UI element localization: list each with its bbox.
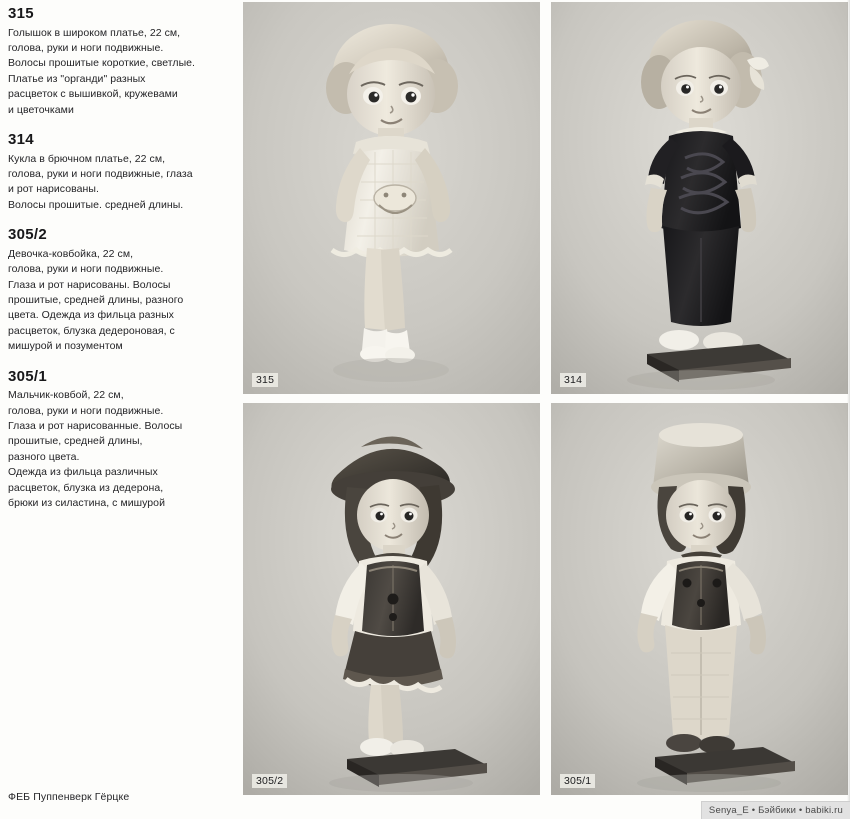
entry-line: Мальчик-ковбой, 22 см, [8, 389, 124, 402]
doll-315-illustration [243, 2, 540, 394]
entry-description [8, 26, 230, 119]
entry-code: 305/2 [8, 226, 48, 244]
entry-line: Глаза и рот нарисованные. Волосы [8, 420, 183, 433]
catalog-entry [8, 132, 230, 213]
entry-line: голова, руки и ноги подвижные. [8, 404, 164, 417]
entry-line: Кукла в брючном платье, 22 см, [8, 152, 166, 165]
entry-description [8, 247, 230, 355]
entry-line: и цветочками [8, 103, 74, 116]
photo-314 [551, 2, 848, 394]
entry-line: голова, руки и ноги подвижные. [8, 41, 164, 54]
entry-line: цвета. Одежда из фильца разных [8, 309, 174, 322]
entry-line: Волосы прошитые. средней длины. [8, 198, 184, 211]
catalog-entry [8, 6, 230, 118]
description-column [0, 0, 240, 819]
watermark: Senya_E • Бэйбики • babiki.ru [701, 801, 850, 819]
entry-code: 314 [8, 131, 34, 149]
entry-line: голова, руки и ноги подвижные, глаза [8, 167, 193, 180]
entry-line: разного цвета. [8, 450, 80, 463]
photo-305-2 [243, 403, 540, 795]
catalog-entry [8, 227, 230, 354]
doll-305-2-illustration [243, 403, 540, 795]
doll-305-1-illustration [551, 403, 848, 795]
photo-caption: 305/1 [560, 774, 595, 788]
entry-code: 305/1 [8, 367, 48, 385]
entry-code: 315 [8, 5, 34, 22]
photo-caption: 305/2 [252, 774, 287, 788]
entry-line: мишурой и позументом [8, 340, 123, 353]
entry-line: Платье из "органди" разных [8, 72, 146, 85]
entry-line: Волосы прошитые короткие, светлые. [8, 57, 196, 70]
entry-line: Девочка-ковбойка, 22 см, [8, 247, 134, 260]
entry-line: расцветок, блузка из дедерона, [8, 481, 164, 494]
photo-caption: 315 [252, 373, 278, 387]
entry-line: голова, руки и ноги подвижные. [8, 263, 164, 276]
photo-315 [243, 2, 540, 394]
manufacturer-footer: ФЕБ Пуппенверк Гёрцке [8, 791, 130, 803]
entry-line: расцветок с вышивкой, кружевами [8, 88, 178, 101]
entry-description [8, 388, 230, 511]
entry-line: и рот нарисованы. [8, 183, 99, 196]
photo-305-1 [551, 403, 848, 795]
entry-line: Глаза и рот нарисованы. Волосы [8, 278, 171, 291]
catalog-entry [8, 369, 230, 512]
photo-grid [243, 2, 848, 802]
doll-314-illustration [551, 2, 848, 394]
entry-line: расцветок, блузка дедероновая, с [8, 324, 175, 337]
entry-line: брюки из силастина, с мишурой [8, 497, 165, 510]
entry-description [8, 152, 230, 214]
entry-line: прошитые, средней длины, разного [8, 293, 184, 306]
entry-line: Одежда из фильца различных [8, 466, 158, 479]
entry-line: Голышок в широком платье, 22 см, [8, 26, 181, 39]
photo-caption: 314 [560, 373, 586, 387]
entry-line: прошитые, средней длины, [8, 435, 143, 448]
